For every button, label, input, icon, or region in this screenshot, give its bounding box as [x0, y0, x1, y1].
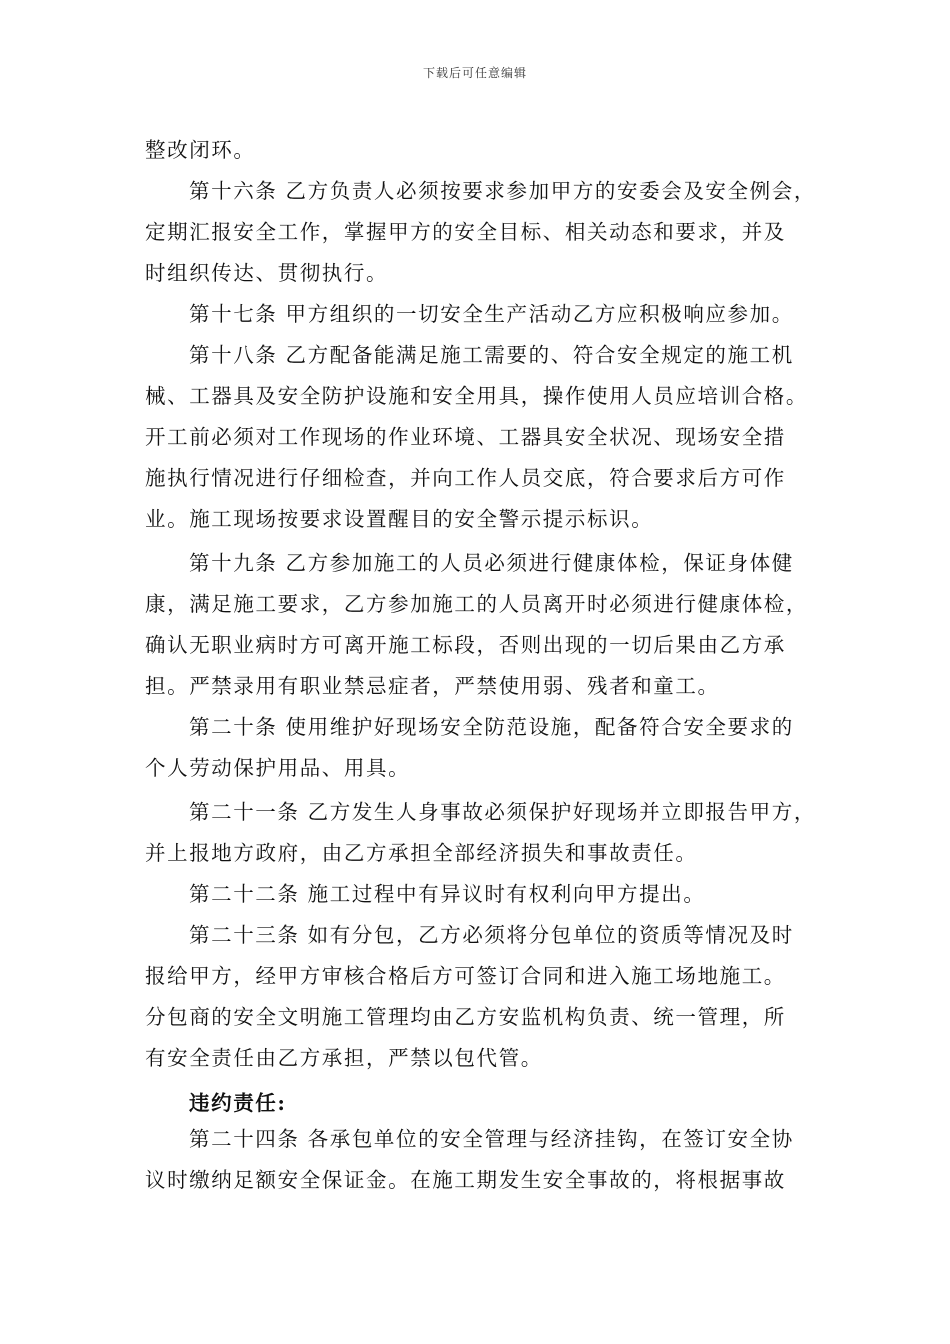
section-heading: 违约责任:	[189, 1091, 287, 1115]
text-line: 定期汇报安全工作，掌握甲方的安全目标、相关动态和要求，并及	[145, 220, 786, 244]
text-line: 并上报地方政府，由乙方承担全部经济损失和事故责任。	[145, 841, 698, 865]
text-line: 第十八条 乙方配备能满足施工需要的、符合安全规定的施工机	[189, 343, 794, 367]
text-line: 业。施工现场按要求设置醒目的安全警示提示标识。	[145, 507, 654, 531]
text-line: 分包商的安全文明施工管理均由乙方安监机构负责、统一管理，所	[145, 1005, 786, 1029]
text-line: 康，满足施工要求，乙方参加施工的人员离开时必须进行健康体检，	[145, 592, 808, 616]
text-line: 议时缴纳足额安全保证金。在施工期发生安全事故的，将根据事故	[145, 1168, 786, 1192]
text-line: 第十六条 乙方负责人必须按要求参加甲方的安委会及安全例会，	[189, 179, 816, 203]
text-line: 第二十一条 乙方发生人身事故必须保护好现场并立即报告甲方，	[189, 800, 816, 824]
text-line: 第二十三条 如有分包，乙方必须将分包单位的资质等情况及时	[189, 923, 794, 947]
text-line: 第二十四条 各承包单位的安全管理与经济挂钩，在签订安全协	[189, 1127, 794, 1151]
text-line: 第十九条 乙方参加施工的人员必须进行健康体检，保证身体健	[189, 551, 794, 575]
text-line: 确认无职业病时方可离开施工标段，否则出现的一切后果由乙方承	[145, 633, 786, 657]
text-line: 械、工器具及安全防护设施和安全用具，操作使用人员应培训合格。	[145, 384, 808, 408]
text-line: 时组织传达、贯彻执行。	[145, 261, 389, 285]
text-line: 报给甲方，经甲方审核合格后方可签订合同和进入施工场地施工。	[145, 964, 786, 988]
text-line: 担。严禁录用有职业禁忌症者，严禁使用弱、残者和童工。	[145, 674, 720, 698]
text-line: 施执行情况进行仔细检查，并向工作人员交底，符合要求后方可作	[145, 466, 786, 490]
text-line: 第二十二条 施工过程中有异议时有权利向甲方提出。	[189, 882, 706, 906]
text-line: 整改闭环。	[145, 138, 256, 162]
text-line: 第十七条 甲方组织的一切安全生产活动乙方应积极响应参加。	[189, 302, 794, 326]
page-header: 下载后可任意编辑	[422, 66, 527, 80]
text-line: 个人劳动保护用品、用具。	[145, 756, 411, 780]
text-line: 有安全责任由乙方承担，严禁以包代管。	[145, 1046, 543, 1070]
text-line: 开工前必须对工作现场的作业环境、工器具安全状况、现场安全措	[145, 425, 786, 449]
text-line: 第二十条 使用维护好现场安全防范设施，配备符合安全要求的	[189, 715, 794, 739]
